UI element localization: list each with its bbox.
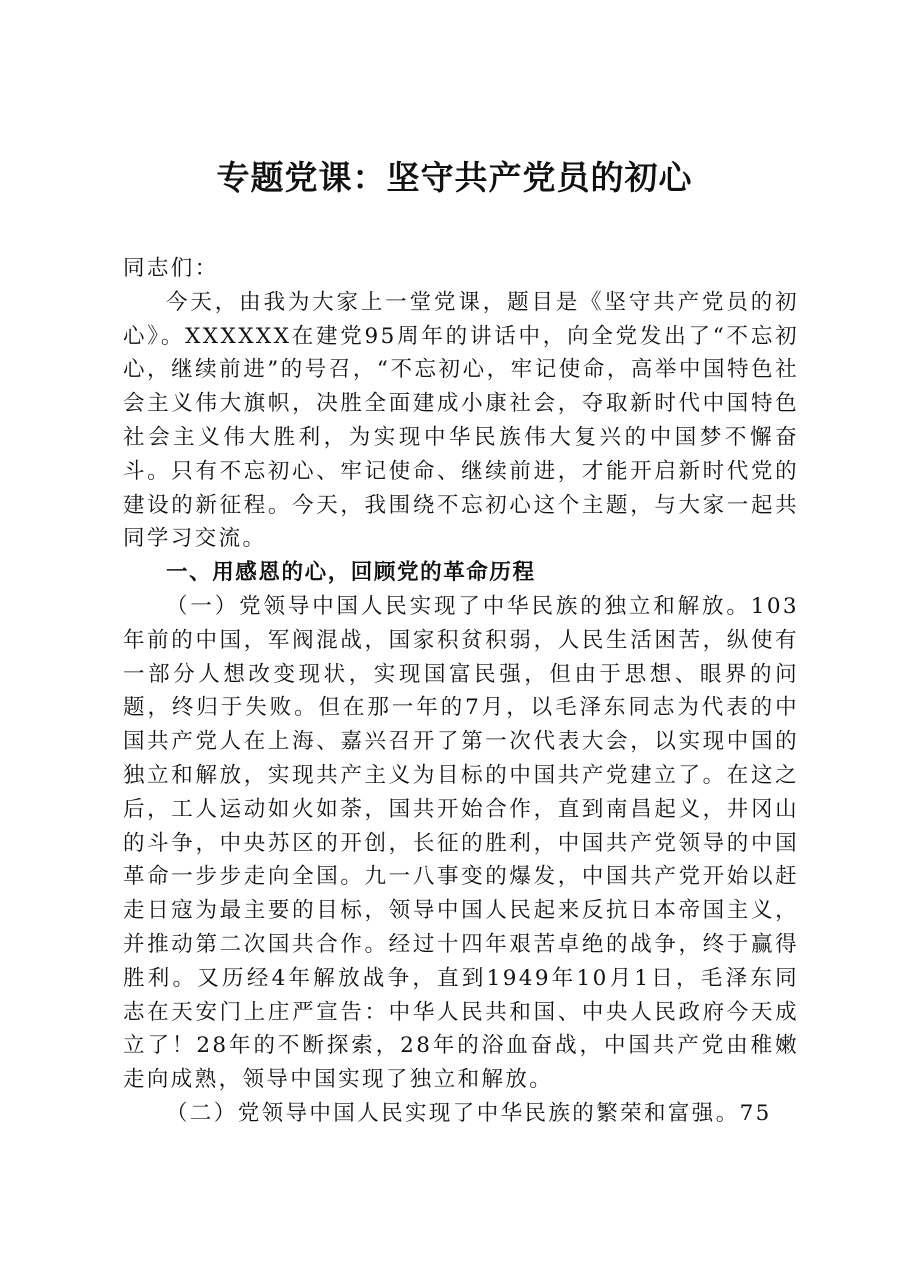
section-heading: 一、用感恩的心，回顾党的革命历程 — [166, 560, 536, 586]
body-paragraph-2: （二）党领导中国人民实现了中华民族的繁荣和富强。75 — [166, 1100, 772, 1126]
salutation: 同志们： — [123, 256, 219, 281]
intro-paragraph: 今天，由我为大家上一堂党课，题目是《坚守共产党员的初心》。XXXXXX在建党95周年的讲话中，向全党发出了“不忘初心，继续前进”的号召，“不忘初心，牢记使命，高举中国特色社会主义伟大旗帜，决胜全面建成小康社会，夺取新时代中国特色社会主义伟大胜利，为实现中华民族伟大复兴的中国梦不懈奋斗。只有不忘初心、牢记使命、继续前进，才能开启新时代党的建设的新征程。今天，我围绕不忘初心这个主题，与大家一起共同学习交流。 — [123, 289, 799, 552]
body-paragraph-1: （一）党领导中国人民实现了中华民族的独立和解放。103年前的中国，军阀混战，国家积贫积弱，人民生活困苦，纵使有一部分人想改变现状，实现国富民强，但由于思想、眼界的问题，终归于失败。但在那一年的7月，以毛泽东同志为代表的中国共产党人在上海、嘉兴召开了第一次代表大会，以实现中国的独立和解放，实现共产主义为目标的中国共产党建立了。在这之后，工人运动如火如荼，国共开始合作，直到南昌起义，井冈山的斗争，中央苏区的开创，长征的胜利，中国共产党领导的中国革命一步步走向全国。九一八事变的爆发，中国共产党开始以赶走日寇为最主要的目标，领导中国人民起来反抗日本帝国主义，并推动第二次国共合作。经过十四年艰苦卓绝的战争，终于赢得胜利。又历经4年解放战争，直到1949年10月1日，毛泽东同志在天安门上庄严宣告：中华人民共和国、中央人民政府今天成立了！28年的不断探索，28年的浴血奋战，中国共产党由稚嫩走向成熟，领导中国实现了独立和解放。 — [123, 593, 799, 1093]
document-title: 专题党课：坚守共产党员的初心 — [216, 158, 693, 197]
document-body — [123, 252, 799, 1131]
